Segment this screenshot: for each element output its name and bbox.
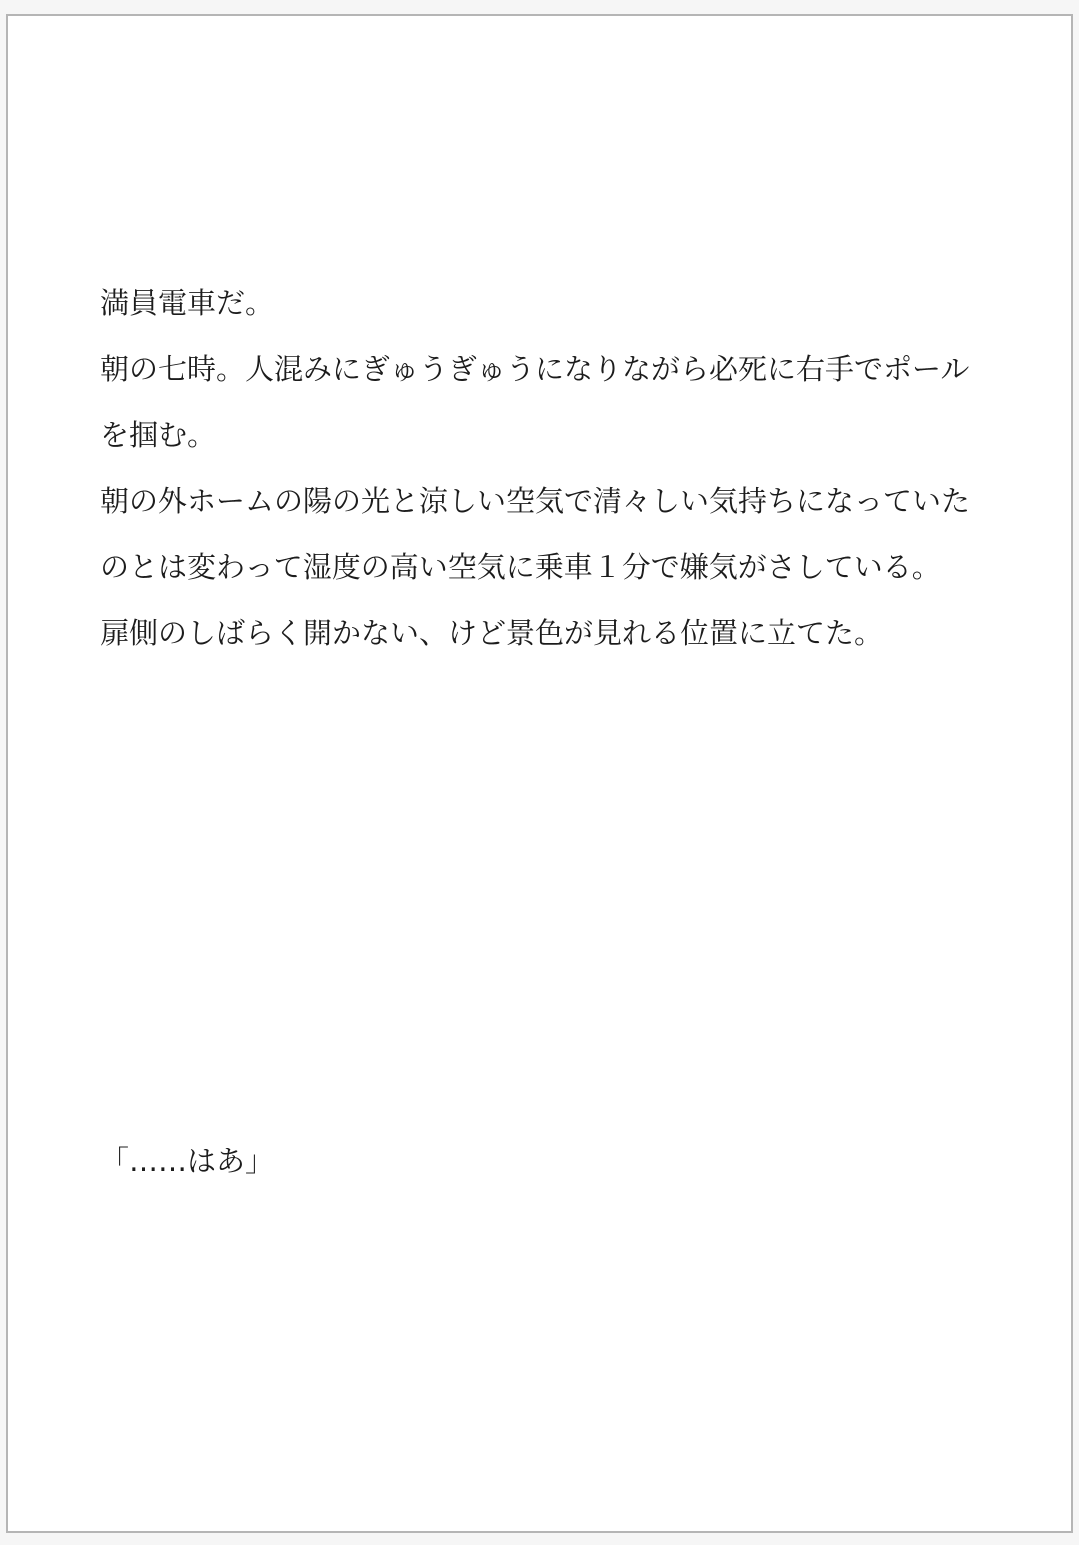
document-page [6, 14, 1073, 1533]
text-line [100, 1062, 981, 1128]
text-line [100, 666, 981, 732]
text-area [8, 16, 1071, 1194]
text-line: のとは変わって湿度の高い空気に乗車１分で嫌気がさしている。 [100, 550, 941, 584]
text-line: 「……はあ」 [100, 1144, 275, 1178]
text-line: 朝の外ホームの陽の光と涼しい空気で清々しい気持ちになっていた [100, 484, 971, 518]
text-line: 満員電車だ。 [100, 286, 275, 320]
text-line [100, 996, 981, 1062]
text-line: 扉側のしばらく開かない、けど景色が見れる位置に立てた。 [100, 616, 884, 650]
text-line [100, 732, 981, 798]
text-line [100, 930, 981, 996]
text-line: 朝の七時。人混みにぎゅうぎゅうになりながら必死に右手でポール [100, 352, 970, 386]
text-line: を掴む。 [100, 418, 217, 452]
text-line [100, 798, 981, 864]
text-line [100, 864, 981, 930]
